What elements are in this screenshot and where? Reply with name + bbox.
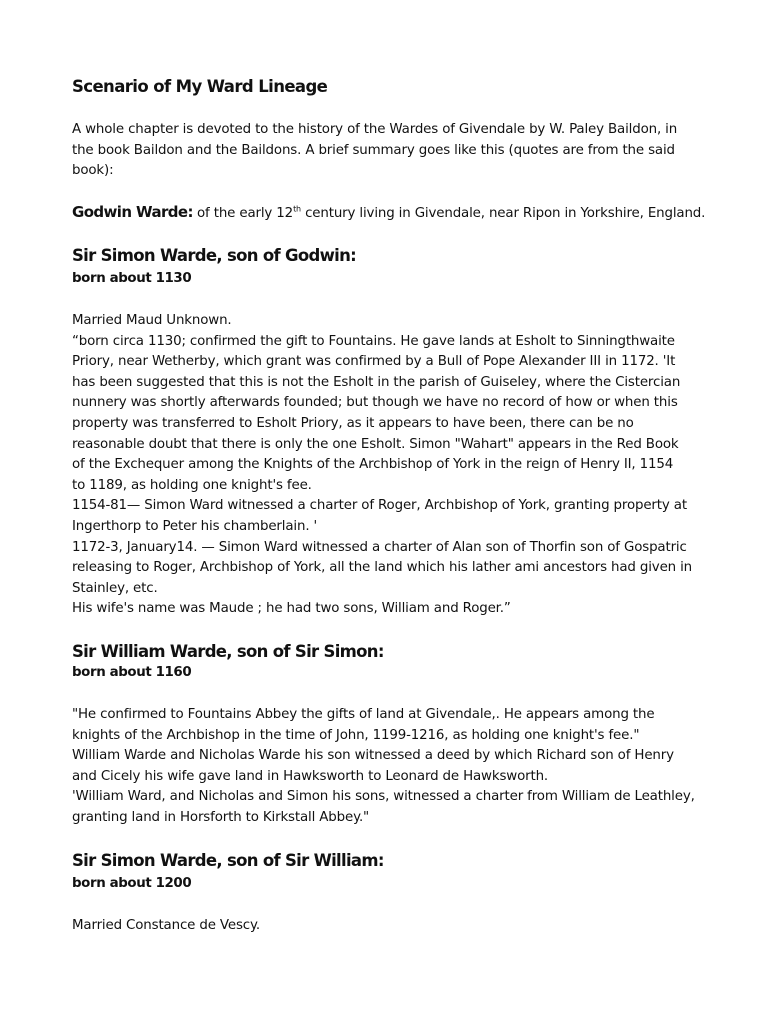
intro-paragraph: A whole chapter is devoted to the history of the Wardes of Givendale by W. Paley Baildon, in the book Baildon and the Baildons. A brief summary goes like this (quotes are from the said book):: [72, 122, 678, 179]
body-line: Married Maud Unknown.: [72, 313, 232, 328]
body-line: His wife's name was Maude ; he had two sons, William and Roger.”: [72, 601, 511, 617]
section-heading: Sir William Warde, son of Sir Simon:: [72, 642, 384, 661]
body-line: granting land in Horsforth to Kirkstall Abbey.": [72, 809, 370, 825]
body-line: knights of the Archbishop in the time of John, 1199-1216, as holding one knight's fee.": [72, 727, 640, 743]
section-heading: Sir Simon Warde, son of Godwin:: [72, 246, 357, 265]
document-title: Scenario of My Ward Lineage: [72, 77, 328, 96]
godwin-superscript: th: [293, 204, 301, 214]
body-line: 1154-81— Simon Ward witnessed a charter of Roger, Archbishop of York, granting property at: [72, 498, 687, 514]
body-line: and Cicely his wife gave land in Hawksworth to Leonard de Hawksworth.: [72, 768, 549, 784]
body-line: Priory, near Wetherby, which grant was confirmed by a Bull of Pope Alexander III in 1172. 'It: [72, 354, 676, 370]
body-line: reasonable doubt that there is only the one Esholt. Simon "Wahart" appears in the Red Book: [72, 436, 679, 452]
section-heading: Sir Simon Warde, son of Sir William:: [72, 851, 384, 870]
section-body: [72, 705, 702, 829]
section-born: born about 1160: [72, 665, 192, 680]
godwin-text-before: of the early 12: [192, 206, 294, 221]
body-line: has been suggested that this is not the Esholt in the parish of Guiseley, where the Cistercian: [72, 374, 681, 390]
body-line: Stainley, etc.: [72, 580, 158, 596]
body-line: “born circa 1130; confirmed the gift to Fountains. He gave lands at Esholt to Sinningthwaite: [72, 333, 675, 349]
godwin-paragraph: [72, 203, 705, 221]
body-line: releasing to Roger, Archbishop of York, all the land which his lather ami ancestors had given in: [72, 560, 693, 576]
section-born: born about 1130: [72, 271, 192, 286]
section-body: [72, 311, 702, 620]
body-line: William Warde and Nicholas Warde his son witnessed a deed by which Richard son of Henry: [72, 748, 674, 764]
body-line: property was transferred to Esholt Priory, as it appears to have been, there can be no: [72, 415, 634, 431]
body-line: 1172-3, January14. — Simon Ward witnessed a charter of Alan son of Thorfin son of Gospatric: [72, 539, 687, 555]
section-born: born about 1200: [72, 876, 192, 891]
godwin-text-after: century living in Givendale, near Ripon in Yorkshire, England.: [300, 206, 706, 221]
godwin-name: Godwin Warde:: [72, 203, 193, 221]
section-body: [72, 916, 702, 937]
body-line: Married Constance de Vescy.: [72, 918, 260, 933]
body-line: of the Exchequer among the Knights of the Archbishop of York in the reign of Henry II, 1154: [72, 457, 674, 473]
body-line: 'William Ward, and Nicholas and Simon his sons, witnessed a charter from William de Leathley,: [72, 789, 695, 805]
body-line: "He confirmed to Fountains Abbey the gifts of land at Givendale,. He appears among the: [72, 707, 655, 722]
body-line: nunnery was shortly afterwards founded; but though we have no record of how or when this: [72, 395, 678, 411]
body-line: to 1189, as holding one knight's fee.: [72, 477, 312, 493]
body-line: Ingerthorp to Peter his chamberlain. ': [72, 518, 318, 534]
